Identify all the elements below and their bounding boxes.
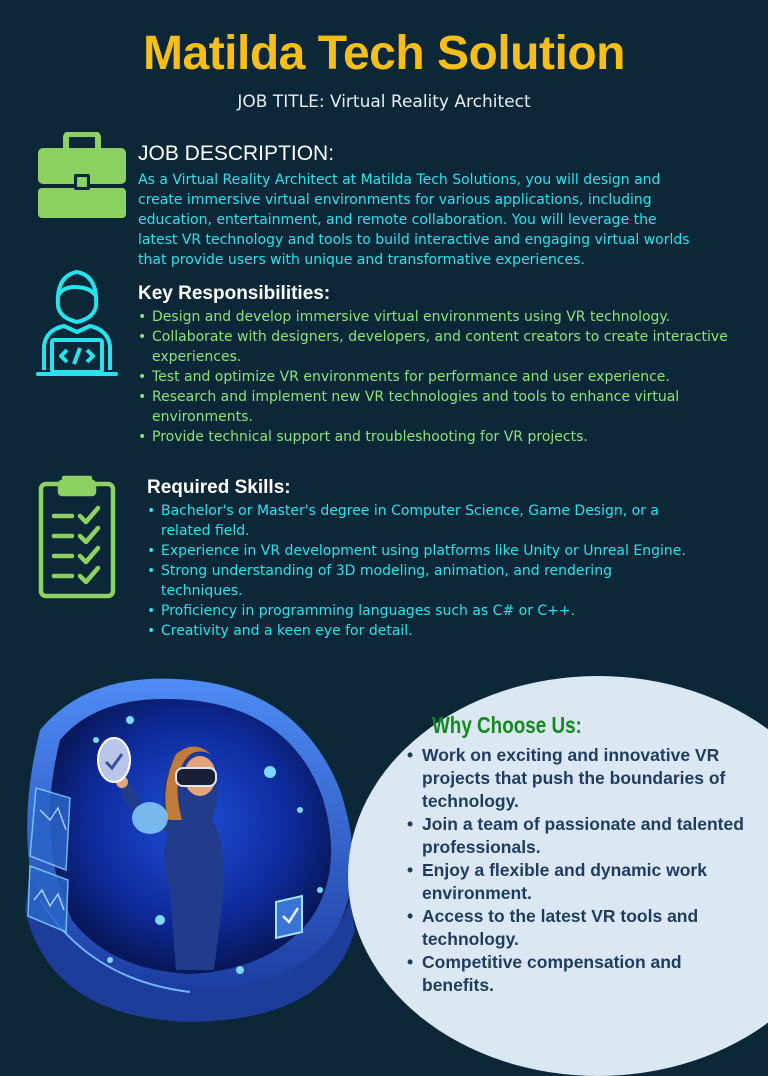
list-item: • Provide technical support and troubleshooting for VR projects.: [138, 427, 748, 447]
responsibilities-list: [138, 307, 748, 447]
job-description-heading: JOB DESCRIPTION:: [138, 142, 335, 165]
list-item: • Research and implement new VR technologies and tools to enhance virtual environments.: [138, 387, 748, 427]
responsibilities-heading: Key Responsibilities:: [138, 283, 331, 304]
why-choose-us-list: [406, 744, 758, 997]
list-item: • Join a team of passionate and talented professionals.: [406, 813, 758, 859]
list-item: • Design and develop immersive virtual environments using VR technology.: [138, 307, 748, 327]
developer-icon: [34, 266, 120, 384]
list-item: • Bachelor's or Master's degree in Computer Science, Game Design, or a related field.: [147, 501, 687, 541]
responsibilities-section: [138, 283, 748, 447]
company-title: Matilda Tech Solution: [143, 27, 625, 80]
skills-list: [147, 501, 687, 641]
list-item: • Enjoy a flexible and dynamic work environment.: [406, 859, 758, 905]
why-choose-us-heading: Why Choose Us:: [432, 712, 582, 738]
job-description-section: [138, 142, 698, 270]
job-description-text: As a Virtual Reality Architect at Matilda Tech Solutions, you will design and create immersive virtual environments for various applications, including education, entertainment, and remote collaboration. You will leverage the latest VR technology and tools to build interactive and engaging virtual worlds that provide users with unique and transformative experiences.: [138, 172, 690, 268]
list-item: • Creativity and a keen eye for detail.: [147, 621, 687, 641]
list-item: • Access to the latest VR tools and technology.: [406, 905, 758, 951]
job-title: JOB TITLE: Virtual Reality Architect: [237, 92, 531, 112]
vr-headset-person-illustration: [0, 670, 400, 1024]
skills-heading: Required Skills:: [147, 477, 291, 498]
skills-section: [147, 477, 687, 641]
list-item: • Work on exciting and innovative VR projects that push the boundaries of technology.: [406, 744, 758, 813]
list-item: • Proficiency in programming languages such as C# or C++.: [147, 601, 687, 621]
list-item: • Collaborate with designers, developers, and content creators to create interactive experiences.: [138, 327, 748, 367]
list-item: • Competitive compensation and benefits.: [406, 951, 758, 997]
briefcase-icon: [36, 132, 128, 220]
list-item: • Experience in VR development using platforms like Unity or Unreal Engine.: [147, 541, 687, 561]
list-item: • Strong understanding of 3D modeling, animation, and rendering techniques.: [147, 561, 687, 601]
clipboard-checklist-icon: [38, 474, 116, 600]
list-item: • Test and optimize VR environments for performance and user experience.: [138, 367, 748, 387]
